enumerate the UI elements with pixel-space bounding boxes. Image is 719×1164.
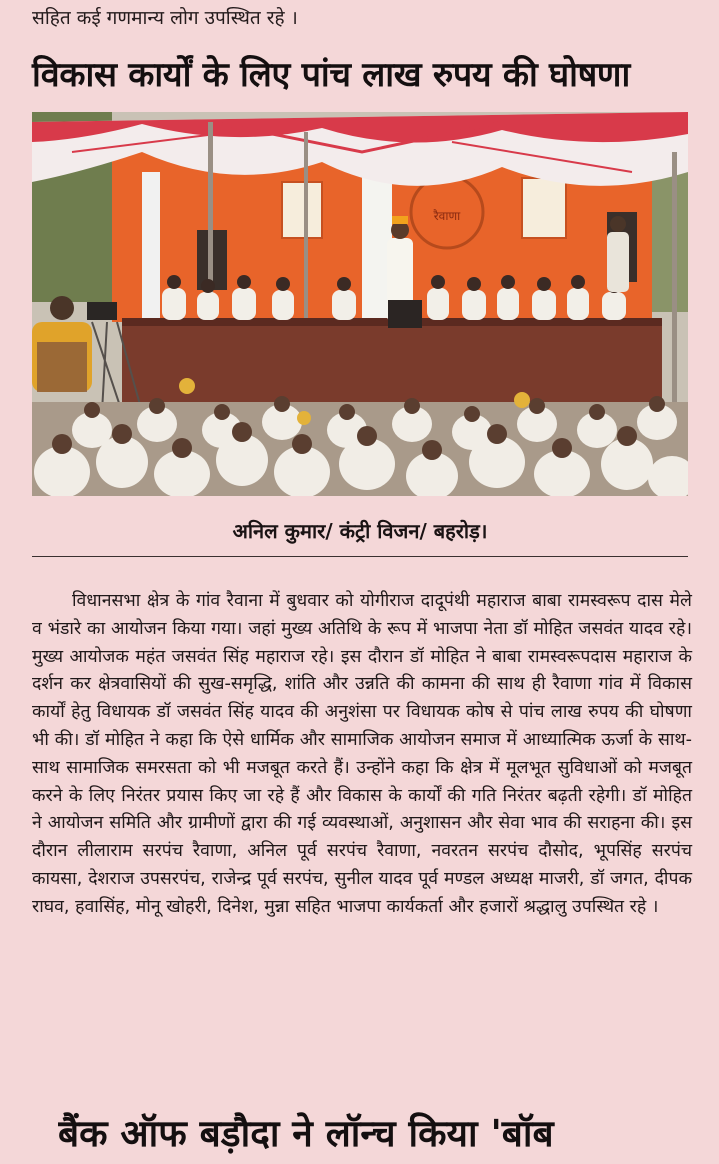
article-body [32,588,692,922]
byline-divider [32,556,688,557]
article-byline: अनिल कुमार/ कंट्री विजन/ बहरोड़। [232,519,488,543]
article-body-paragraph: विधानसभा क्षेत्र के गांव रैवाना में बुधवार को योगीराज दादूपंथी महाराज बाबा रामस्वरूप दास मेले व भंडारे का आयोजन किया गया। जहां मुख्य अतिथि के रूप में भाजपा नेता डॉ मोहित जसवंत यादव रहे। मुख्य आयोजक महंत जसवंत सिंह महाराज रहे। इस दौरान डॉ मोहित ने बाबा रामस्वरूपदास महाराज के दर्शन कर क्षेत्रवासियों की सुख-समृद्धि, शांति और उन्नति की कामना की साथ ही रैवाणा गांव में विकास कार्यों हेतु विधायक डॉ जसवंत सिंह यादव की अनुशंसा पर विधायक कोष से पांच लाख रुपय की घोषणा भी की। डॉ मोहित ने कहा कि ऐसे धार्मिक और सामाजिक आयोजन समाज में आध्यात्मिक ऊर्जा के साथ-साथ सामाजिक समरसता को भी मजबूत करते हैं। उन्होंने कहा कि क्षेत्र में मूलभूत सुविधाओं को मजबूत करने के लिए निरंतर प्रयास किए जा रहे हैं और विकास के कार्यों की गति निरंतर बढ़ती रहेगी। डॉ मोहित ने आयोजन समिति और ग्रामीणों द्वारा की गई व्यवस्थाओं, अनुशासन और सेवा भाव की सराहना की। इस दौरान लीलाराम सरपंच रैवाणा, अनिल पूर्व सरपंच रैवाणा, नवरतन सरपंच दौसोद, भूपसिंह सरपंच कायसा, देशराज उपसरपंच, राजेन्द्र पूर्व सरपंच, सुनील यादव पूर्व मण्डल अध्यक्ष माजरी, डॉ जगत, दीपक राघव, हवासिंह, मोनू खोहरी, दिनेश, मुन्ना सहित भाजपा कार्यकर्ता और हजारों श्रद्धालु उपस्थित रहे । [32,591,692,917]
previous-story-closing-line: सहित कई गणमान्य लोग उपस्थित रहे । [32,7,298,29]
next-story-headline: बैंक ऑफ बड़ौदा ने लॉन्च किया 'बॉब [58,1112,554,1155]
banner-text: रैवाणा [433,209,461,223]
article-photo [32,112,688,496]
article-headline: विकास कार्यों के लिए पांच लाख रुपय की घोषणा [32,55,631,95]
event-photo-illustration [32,112,688,496]
